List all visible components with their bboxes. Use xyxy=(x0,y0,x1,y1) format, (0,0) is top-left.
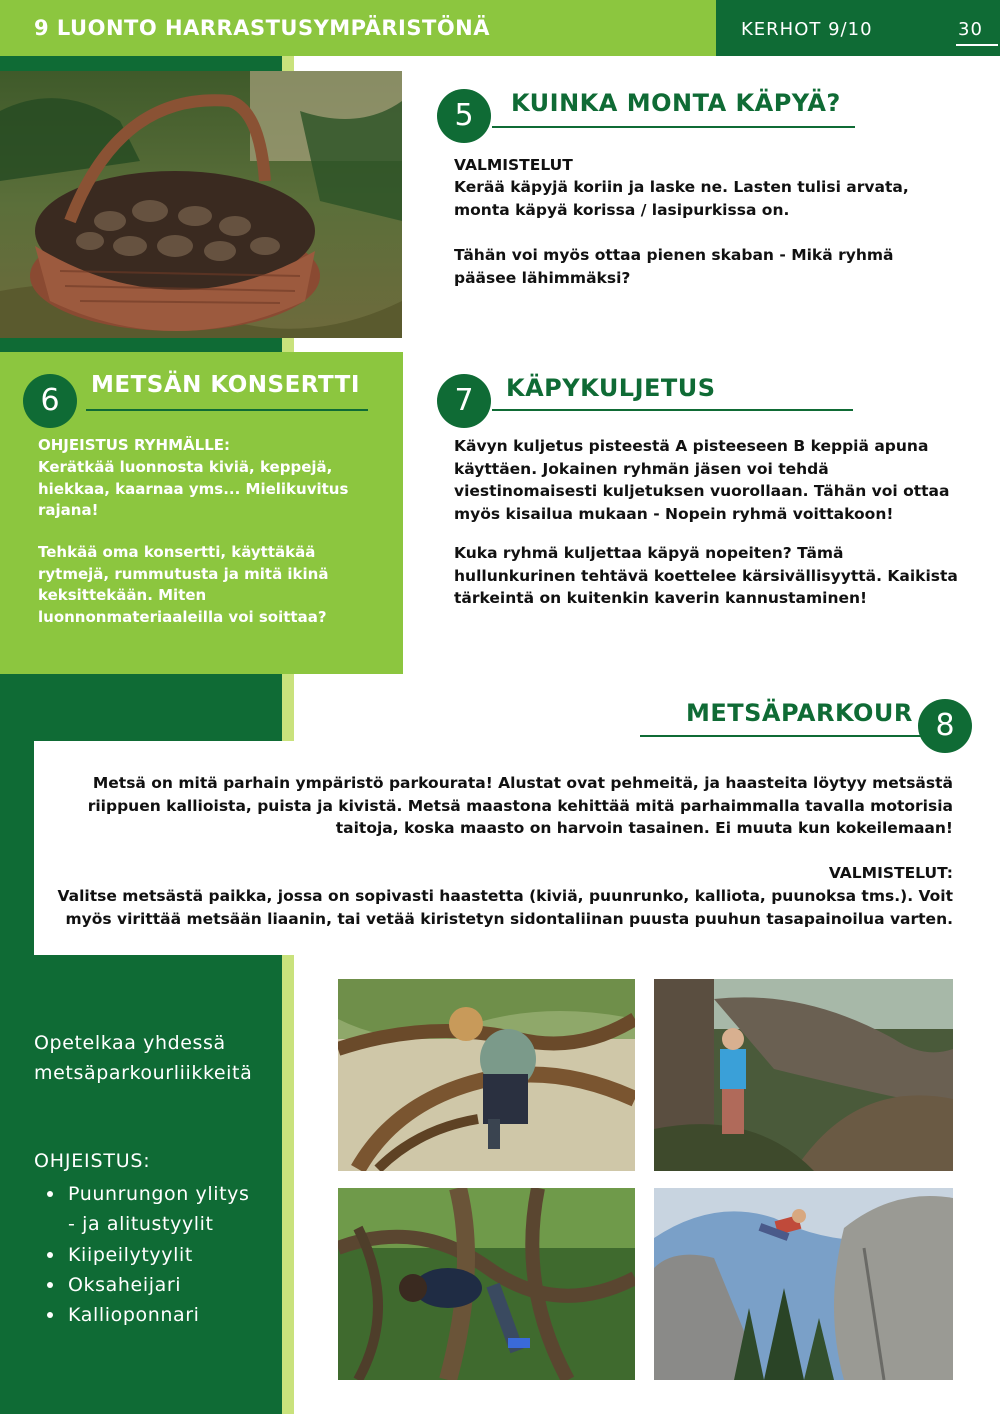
section-5-label: VALMISTELUT xyxy=(454,156,573,174)
section-8-text-1: Metsä on mitä parhain ympäristö parkourata! Alustat ovat pehmeitä, ja haasteita löytyy metsästä riippuen kallioista, puista ja kivistä. Metsä maastona kehittää mitä parhaimmalla tavalla motorisia taitoja, koska maasto on harvoin tasainen. Ei muuta kun kokeilemaan! xyxy=(87,774,953,837)
section-8-title: METSÄPARKOUR xyxy=(686,699,913,727)
page-number-underline xyxy=(956,44,998,46)
parkour-moves-list xyxy=(46,1179,276,1330)
parkour-photo-4 xyxy=(654,1188,953,1380)
section-7-text-2: Kuka ryhmä kuljettaa käpyä nopeiten? Tämä hullunkurinen tehtävä koettelee kärsivällisyyttä. Kaikista tärkeintä on kuitenkin kaverin kannustaminen! xyxy=(454,544,958,607)
section-6-text-1: Kerätkää luonnosta kiviä, keppejä, hiekkaa, kaarnaa yms... Mielikuvitus rajana! xyxy=(38,458,349,519)
deco-strip-dark-2 xyxy=(0,338,282,352)
parkour-intro: Opetelkaa yhdessä metsäparkourliikkeitä xyxy=(34,1032,253,1084)
section-5-number-badge: 5 xyxy=(437,89,491,143)
list-item: Oksaheijari xyxy=(46,1270,276,1300)
list-item: Kiipeilytyylit xyxy=(46,1240,276,1270)
section-7-title: KÄPYKULJETUS xyxy=(506,374,716,402)
parkour-instructions-heading: OHJEISTUS: xyxy=(34,1150,151,1172)
basket-photo xyxy=(0,71,402,338)
section-7-number-badge: 7 xyxy=(437,374,491,428)
club-label: KERHOT 9/10 xyxy=(741,19,873,40)
section-8-title-underline xyxy=(640,735,935,737)
section-6-label: OHJEISTUS RYHMÄLLE: xyxy=(38,436,230,454)
section-5-text-2: Tähän voi myös ottaa pienen skaban - Mikä ryhmä pääsee lähimmäksi? xyxy=(454,246,894,287)
section-6-title: METSÄN KONSERTTI xyxy=(91,372,360,398)
section-8-label: VALMISTELUT: xyxy=(828,864,953,882)
section-6-title-underline xyxy=(86,409,368,411)
section-8-text-2: Valitse metsästä paikka, jossa on sopivasti haastetta (kiviä, puunrunko, kalliota, puunoksa tms.). Voit myös virittää metsään liaanin, tai vetää kiristetyn sidontaliinan puusta puuhun tasapainoilua varten. xyxy=(57,887,953,928)
deco-strip-pale xyxy=(282,56,294,71)
deco-strip-pale-2 xyxy=(282,338,294,352)
section-6-number-badge: 6 xyxy=(23,374,77,428)
section-5-text-1: Kerää käpyjä koriin ja laske ne. Lasten tulisi arvata, monta käpyä korissa / lasipurkissa on. xyxy=(454,178,909,219)
page-title: 9 LUONTO HARRASTUSYMPÄRISTÖNÄ xyxy=(34,16,491,40)
page-number: 30 xyxy=(958,19,983,40)
section-5-title: KUINKA MONTA KÄPYÄ? xyxy=(511,89,841,117)
section-7-title-underline xyxy=(492,409,853,411)
section-7-text-1: Kävyn kuljetus pisteestä A pisteeseen B keppiä apuna käyttäen. Jokainen ryhmän jäsen voi tehdä viestinomaisesti kuljetuksen vuorollaan. Tähän voi ottaa myös kisailua mukaan - Nopein ryhmä voittakoon! xyxy=(454,437,950,523)
section-8-number-badge: 8 xyxy=(918,699,972,753)
list-item: Kallioponnari xyxy=(46,1300,276,1330)
section-6-text-2: Tehkää oma konsertti, käyttäkää rytmejä, rummutusta ja mitä ikinä keksittekään. Miten luonnonmateriaaleilla voi soittaa? xyxy=(38,543,329,626)
parkour-photo-1 xyxy=(338,979,635,1171)
section-5-title-underline xyxy=(492,126,855,128)
parkour-photo-3 xyxy=(338,1188,635,1380)
list-item: Puunrungon ylitys xyxy=(46,1179,276,1209)
deco-strip-dark xyxy=(0,56,282,71)
parkour-photo-2 xyxy=(654,979,953,1171)
list-item: - ja alitustyylit xyxy=(68,1213,214,1236)
